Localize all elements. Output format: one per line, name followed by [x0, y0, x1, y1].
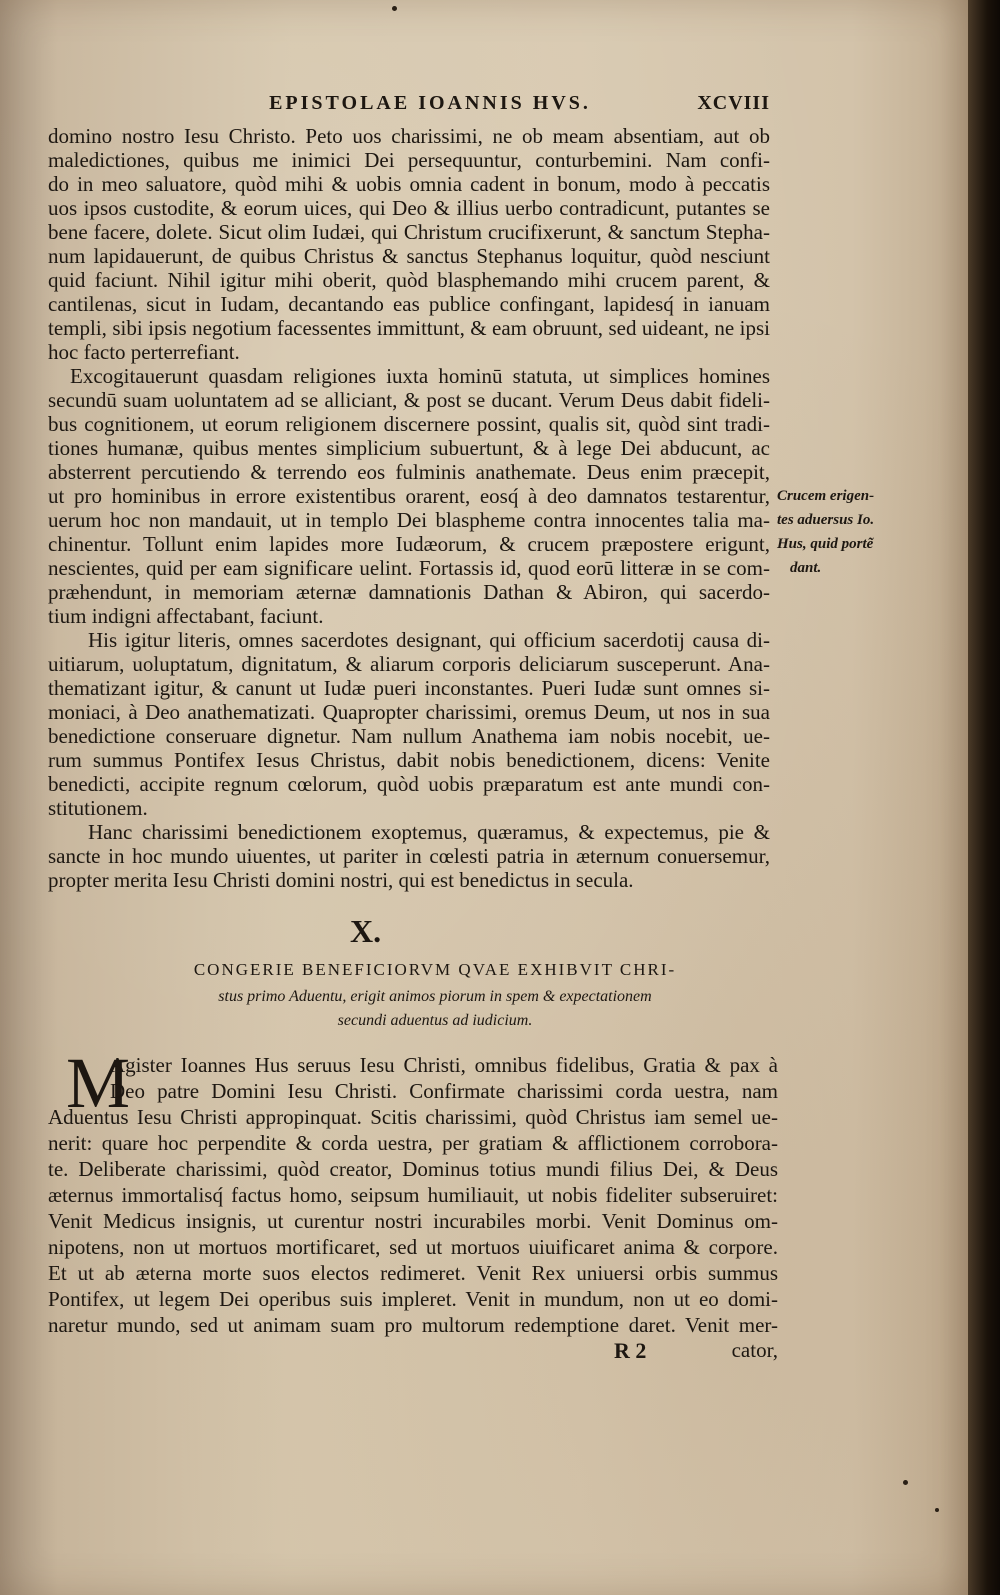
text-line: æternus immortalisq́ factus homo, seipsum humiliauit, ut nobis fideliter subseruiret:: [48, 1183, 778, 1207]
text-line: Et ut ab æterna morte suos electos redimeret. Venit Rex uniuersi orbis summus: [48, 1261, 778, 1285]
text-line: rum summus Pontifex Iesus Christus, dabit nobis benedictionem, dicens: Venite: [48, 748, 770, 772]
text-line: absterrent percutiendo & terrendo eos fulminis anathemate. Deus enim præcepit,: [48, 460, 770, 484]
section-number: X.: [350, 913, 382, 949]
text-line: sancte in hoc mundo uiuentes, ut pariter in cœlesti patria in æternum conuersemur,: [48, 844, 770, 868]
text-line: stitutionem.: [48, 796, 148, 820]
margin-note-line: Crucem erigen-: [777, 488, 875, 504]
section-title: CONGERIE BENEFICIORVM QVAE EXHIBVIT CHRI-: [193, 960, 677, 979]
margin-note-line: dant.: [790, 560, 822, 576]
margin-note-line: Hus, quid portẽ: [777, 536, 874, 552]
text-line: tium indigni affectabant, faciunt.: [48, 604, 324, 628]
folio-number: XCVIII: [697, 92, 770, 114]
text-line: Pontifex, ut legem Dei operibus suis impleret. Venit in mundum, non ut eo domi-: [48, 1287, 778, 1311]
text-line: Venit Medicus insignis, ut curentur nostri incurabiles morbi. Venit Dominus om-: [48, 1209, 778, 1233]
text-line: secundū suam uoluntatem ad se alliciant, & post se ducant. Verum Deus dabit fideli-: [48, 388, 770, 412]
text-line: propter merita Iesu Christi domini nostri, qui est benedictus in secula.: [48, 868, 634, 892]
text-line: hoc facto perterrefiant.: [48, 340, 240, 364]
signature-mark: R 2: [614, 1338, 647, 1363]
text-line: chinentur. Tollunt enim lapides more Iudæorum, & crucem præpostere erigunt,: [48, 532, 770, 556]
text-line: te. Deliberate charissimi, quòd creator, Dominus totius mundi filius Dei, & Deus: [48, 1157, 778, 1181]
text-line: thematizant igitur, & canunt ut Iudæ pueri inconstantes. Pueri Iudæ sunt omnes si-: [48, 676, 770, 700]
margin-note-line: tes aduersus Io.: [777, 512, 875, 528]
section-subtitle: stus primo Aduentu, erigit animos piorum in spem & expectationem: [218, 988, 652, 1005]
text-line: domino nostro Iesu Christo. Peto uos charissimi, ne ob meam absentiam, aut ob: [48, 124, 770, 148]
text-line: bene facere, dolete. Sicut olim Iudæi, qui Christum crucifixerunt, & sanctum Stepha-: [48, 220, 770, 244]
paragraph-first-line: His igitur literis, omnes sacerdotes designant, qui officium sacerdotij causa di-: [88, 628, 770, 652]
text-line: uitiarum, uoluptatum, dignitatum, & aliarum corporis deliciarum susceperunt. Ana-: [48, 652, 770, 676]
ink-speck: [903, 1480, 908, 1485]
ink-speck: [392, 6, 397, 11]
text-line: maledictiones, quibus me inimici Dei persequuntur, conturbemini. Nam confi-: [48, 148, 770, 172]
text-line: do in meo saluatore, quòd mihi & uobis omnia cadent in bonum, modo à peccatis: [48, 172, 770, 196]
text-line: cantilenas, sicut in Iudam, decantando eas publice confingant, lapidesq́ in ianuam: [48, 292, 770, 316]
text-line: ut pro hominibus in errore existentibus orarent, eosq́ à deo damnatos testarentur,: [48, 484, 770, 508]
text-line: benedictione conseruare dignetur. Nam nullum Anathema iam nobis nocebit, ue-: [48, 724, 770, 748]
text-line: nescientes, quid per eam significare uelint. Fortassis id, quod eorū litteræ in se com-: [48, 556, 770, 580]
text-line: num lapidauerunt, de quibus Christus & sanctus Stephanus loquitur, quòd nesciunt: [48, 244, 770, 268]
text-line: naretur mundo, sed ut animam suam pro multorum redemptione daret. Venit mer-: [48, 1313, 778, 1337]
drop-initial: M: [66, 1043, 131, 1123]
text-line: uerum hoc non mandauit, ut in templo Dei blaspheme contra innocentes talia ma-: [48, 508, 770, 532]
ink-speck: [935, 1508, 939, 1512]
text-line: Deo patre Domini Iesu Christi. Confirmate charissimi corda uestra, nam: [110, 1079, 778, 1103]
text-line: bus cognitionem, ut eorum religionem discernere possint, qualis sit, quòd sint tradi-: [48, 412, 770, 436]
catchword: cator,: [731, 1338, 778, 1362]
book-gutter-edge: [968, 0, 1000, 1595]
text-line: templi, sibi ipsis negotium facessentes immittunt, & eam obruunt, sed uideant, ne ipsi: [48, 316, 770, 340]
text-line: uos ipsos custodite, & eorum uices, qui Deo & illius uerbo contradicunt, putantes se: [48, 196, 770, 220]
text-line: quid faciunt. Nihil igitur mihi oberit, quòd blasphemando mihi crucem parent, &: [48, 268, 770, 292]
text-line: Aduentus Iesu Christi appropinquat. Scitis charissimi, quòd Christus iam semel ue-: [48, 1105, 778, 1129]
text-line: benedicti, accipite regnum cœlorum, quòd uobis præparatum est ante mundi con-: [48, 772, 770, 796]
running-head: EPISTOLAE IOANNIS HVS.: [269, 92, 591, 114]
text-line: præhendunt, in memoriam æternæ damnationis Dathan & Abiron, qui sacerdo-: [48, 580, 770, 604]
text-line: Agister Ioannes Hus seruus Iesu Christi, omnibus fidelibus, Gratia & pax à: [110, 1053, 778, 1077]
text-line: nerit: quare hoc perpendite & corda uestra, per gratiam & afflictionem corrobora-: [48, 1131, 778, 1155]
section-subtitle: secundi aduentus ad iudicium.: [337, 1012, 533, 1029]
text-line: tiones humanæ, quibus mentes simplicium subuertunt, & à lege Dei abducunt, ac: [48, 436, 770, 460]
paragraph-first-line: Excogitauerunt quasdam religiones iuxta hominū statuta, ut simplices homines: [70, 364, 770, 388]
paragraph-first-line: Hanc charissimi benedictionem exoptemus, quæramus, & expectemus, pie &: [88, 820, 770, 844]
text-line: moniaci, à Deo anathematizati. Quapropter charissimi, oremus Deum, ut nos in sua: [48, 700, 770, 724]
page-footer: [48, 1338, 778, 1364]
text-line: nipotens, non ut mortuos mortificaret, sed ut mortuos uiuificaret anima & corpore.: [48, 1235, 778, 1259]
